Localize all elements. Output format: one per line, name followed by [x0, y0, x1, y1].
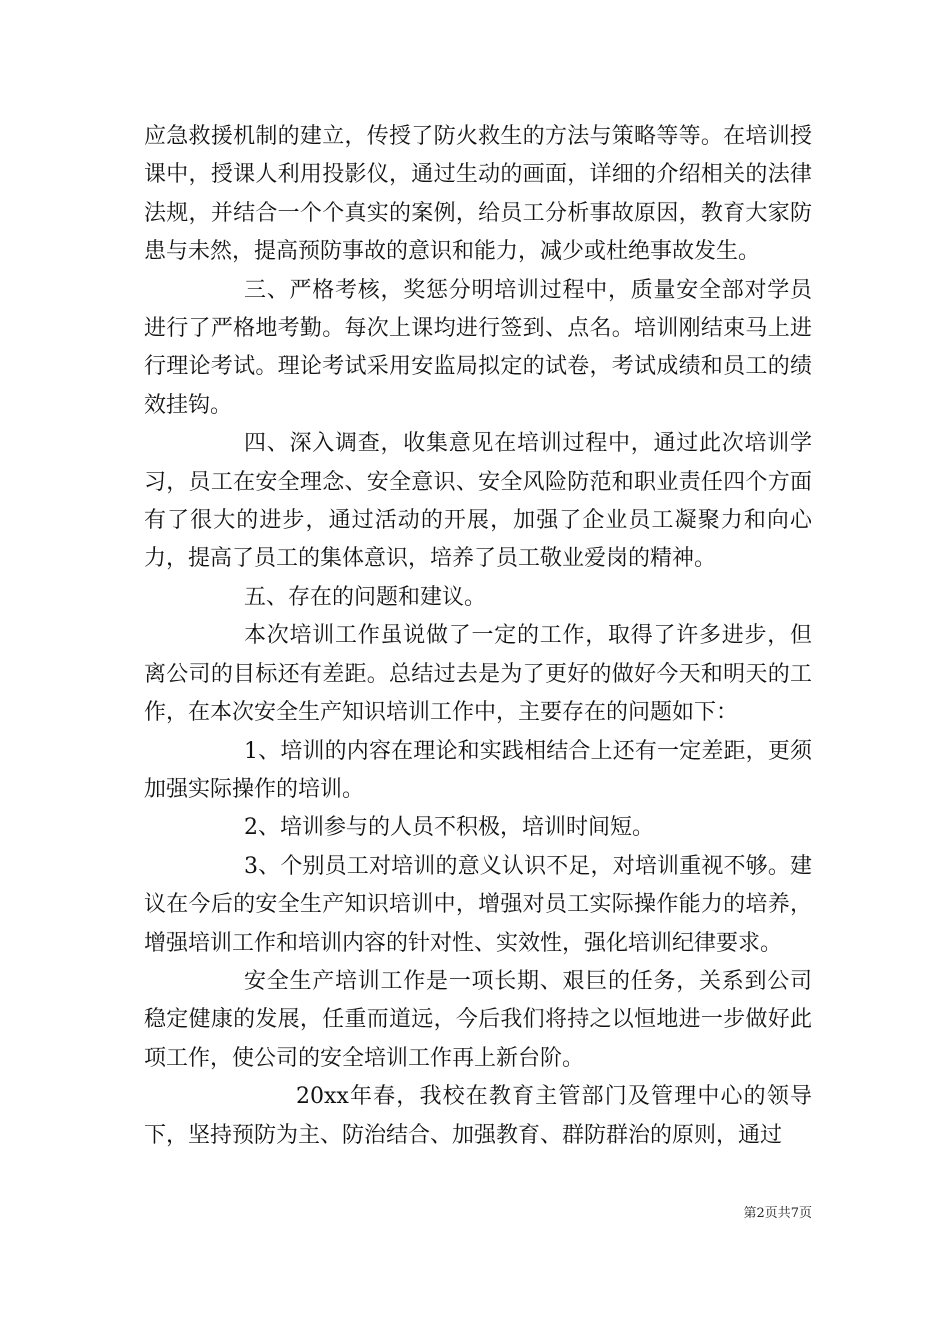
paragraph-assessment: 三、严格考核，奖惩分明培训过程中，质量安全部对学员进行了严格地考勤。每次上课均进行签到、点名。培训刚结束马上进行理论考试。理论考试采用安监局拟定的试卷，考试成绩和员工的绩效挂钩。 — [144, 277, 812, 418]
document-body — [144, 118, 812, 1155]
paragraph-emergency-rescue: 应急救援机制的建立，传授了防火救生的方法与策略等等。在培训授课中，授课人利用投影仪，通过生动的画面，详细的介绍相关的法律法规，并结合一个个真实的案例，给员工分析事故原因，教育大家防患与未然，提高预防事故的意识和能力，减少或杜绝事故发生。 — [144, 124, 812, 265]
list-item-2: 2、培训参与的人员不积极，培训时间短。 — [244, 815, 654, 841]
page-number-footer: 第2页共7页 — [743, 1206, 812, 1221]
list-item-1: 1、培训的内容在理论和实践相结合上还有一定差距，更须加强实际操作的培训。 — [144, 738, 812, 802]
paragraph-training-summary: 本次培训工作虽说做了一定的工作，取得了许多进步，但离公司的目标还有差距。总结过去是为了更好的做好今天和明天的工作，在本次安全生产知识培训工作中，主要存在的问题如下： — [144, 623, 812, 726]
paragraph-conclusion: 安全生产培训工作是一项长期、艰巨的任务，关系到公司稳定健康的发展，任重而道远，今后我们将持之以恒地进一步做好此项工作，使公司的安全培训工作再上新台阶。 — [144, 968, 812, 1071]
paragraph-school-spring: 20xx年春，我校在教育主管部门及管理中心的领导下，坚持预防为主、防治结合、加强教育、群防群治的原则，通过 — [144, 1084, 812, 1148]
paragraph-investigation: 四、深入调查，收集意见在培训过程中，通过此次培训学习，员工在安全理念、安全意识、安全风险防范和职业责任四个方面有了很大的进步，通过活动的开展，加强了企业员工凝聚力和向心力，提高了员工的集体意识，培养了员工敬业爱岗的精神。 — [144, 431, 812, 572]
list-item-3: 3、个别员工对培训的意义认识不足，对培训重视不够。建议在今后的安全生产知识培训中，增强对员工实际操作能力的培养，增强培训工作和培训内容的针对性、实效性，强化培训纪律要求。 — [144, 853, 812, 956]
paragraph-problems-heading: 五、存在的问题和建议。 — [244, 584, 487, 610]
